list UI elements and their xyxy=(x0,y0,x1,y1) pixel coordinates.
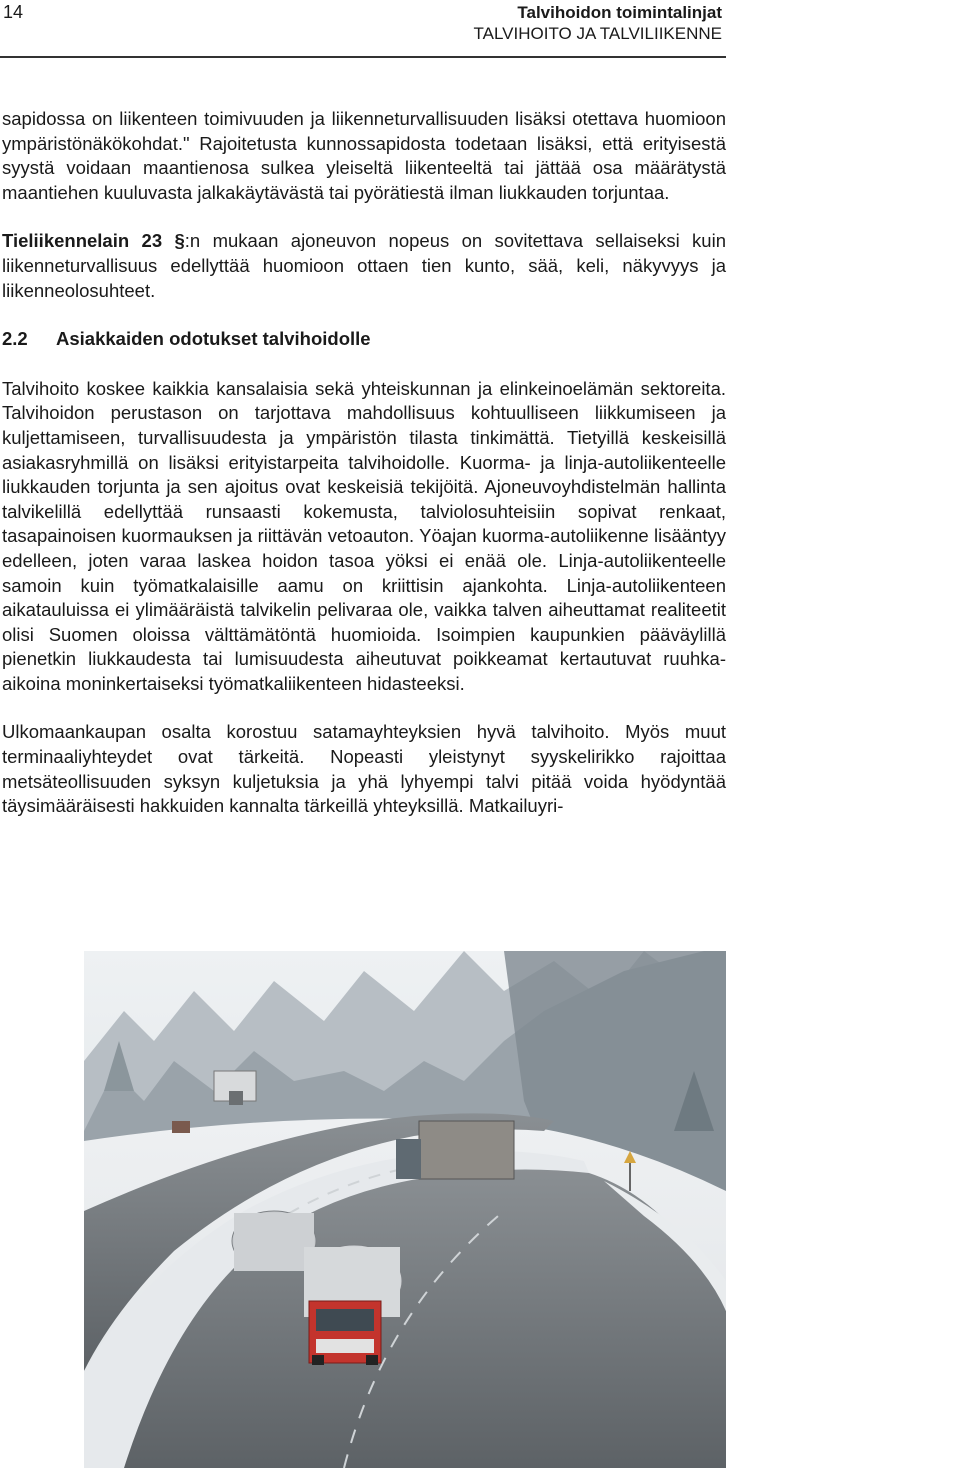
body-text xyxy=(2,107,726,819)
paragraph: sapidossa on liikenteen toimivuuden ja liikenneturvallisuuden lisäksi otettava huomioon ympäristönäkökohdat." Rajoitetusta kunnossapidosta todetaan lisäksi, että erityisestä syystä voidaan maantienosa sulkea yleiseltä liikenteeltä tai jättää osa määrätystä maantiehen kuuluvasta jalkakäytävästä tai pyörätiestä ilman liukkauden torjuntaa. xyxy=(2,108,726,203)
running-head xyxy=(474,2,722,44)
running-head-subtitle: TALVIHOITO JA TALVILIIKENNE xyxy=(473,24,722,43)
section-heading xyxy=(2,327,726,352)
paragraph: Talvihoito koskee kaikkia kansalaisia sekä yhteiskunnan ja elinkeinoelämän sektoreita. Talvihoidon perustason on tarjottava mahdollisuus kohtuulliseen liikkumiseen ja kuljettamiseen, turvallisuudesta ja ympäristön tilasta tinkimättä. Tietyillä keskeisillä asiakasryhmillä on lisäksi erityistarpeita talvihoidolle. Kuorma- ja linja-autoliikenteelle liukkauden torjunta ja sen ajoitus ovat keskeisiä tekijöitä. Ajoneuvoyhdistelmän hallinta talvikelillä edellyttää runsaasti kokemusta, talviolosuhteisiin sopivat renkaat, tasapainoisen kuormauksen ja riittävän vetoauton. Yöajan kuorma-autoliikenne lisääntyy edelleen, joten varaa laskea hoidon tasoa yöksi ei enää ole. Linja-autoliikenteelle samoin kuin työmatkalaisille aamu on kriittisin ajankohta. Linja-autoliikenteen aikatauluissa ei ylimääräistä talvikelin pelivaraa ole, vaikka talven aiheuttamat realiteetit olisi Suomen oloissa välttämätöntä huomioida. Isoimpien kaupunkien pääväylillä pienetkin liukkaudesta tai lumisuudesta aiheutuvat poikkeamat kertautuvat ruuhka-aikoina moninkertaiseksi työmatkaliikenteen hidasteeksi. xyxy=(2,377,726,694)
paragraph-text: :n mukaan ajoneuvon nopeus on sovitettava sellaiseksi kuin liikenneturvallisuus edellyttää huomioon ottaen tien kunto, sää, keli, näkyvyys ja liikenneolosuhteet. xyxy=(2,230,726,301)
paragraph: Ulkomaankaupan osalta korostuu satamayhteyksien hyvä talvihoito. Myös muut terminaaliyhteydet ovat tärkeitä. Nopeasti yleistynyt syyskelirikko rajoittaa metsäteollisuuden syksyn kuljetuksia ja yhä lyhyempi talvi pitää voida hyödyntää täysimääräisesti hakkuiden kannalta tärkeillä yhteyksillä. Matkailuyri- xyxy=(2,721,726,817)
law-reference: Tieliikennelain 23 § xyxy=(2,230,185,252)
section-number: 2.2 xyxy=(2,328,28,350)
winter-highway-photo xyxy=(84,951,726,1468)
page-number: 14 xyxy=(3,2,24,22)
section-title: Asiakkaiden odotukset talvihoidolle xyxy=(56,328,371,350)
header-rule xyxy=(0,56,726,58)
page-header xyxy=(0,0,960,58)
running-head-title: Talvihoidon toimintalinjat xyxy=(517,3,722,22)
paragraph xyxy=(2,229,726,303)
